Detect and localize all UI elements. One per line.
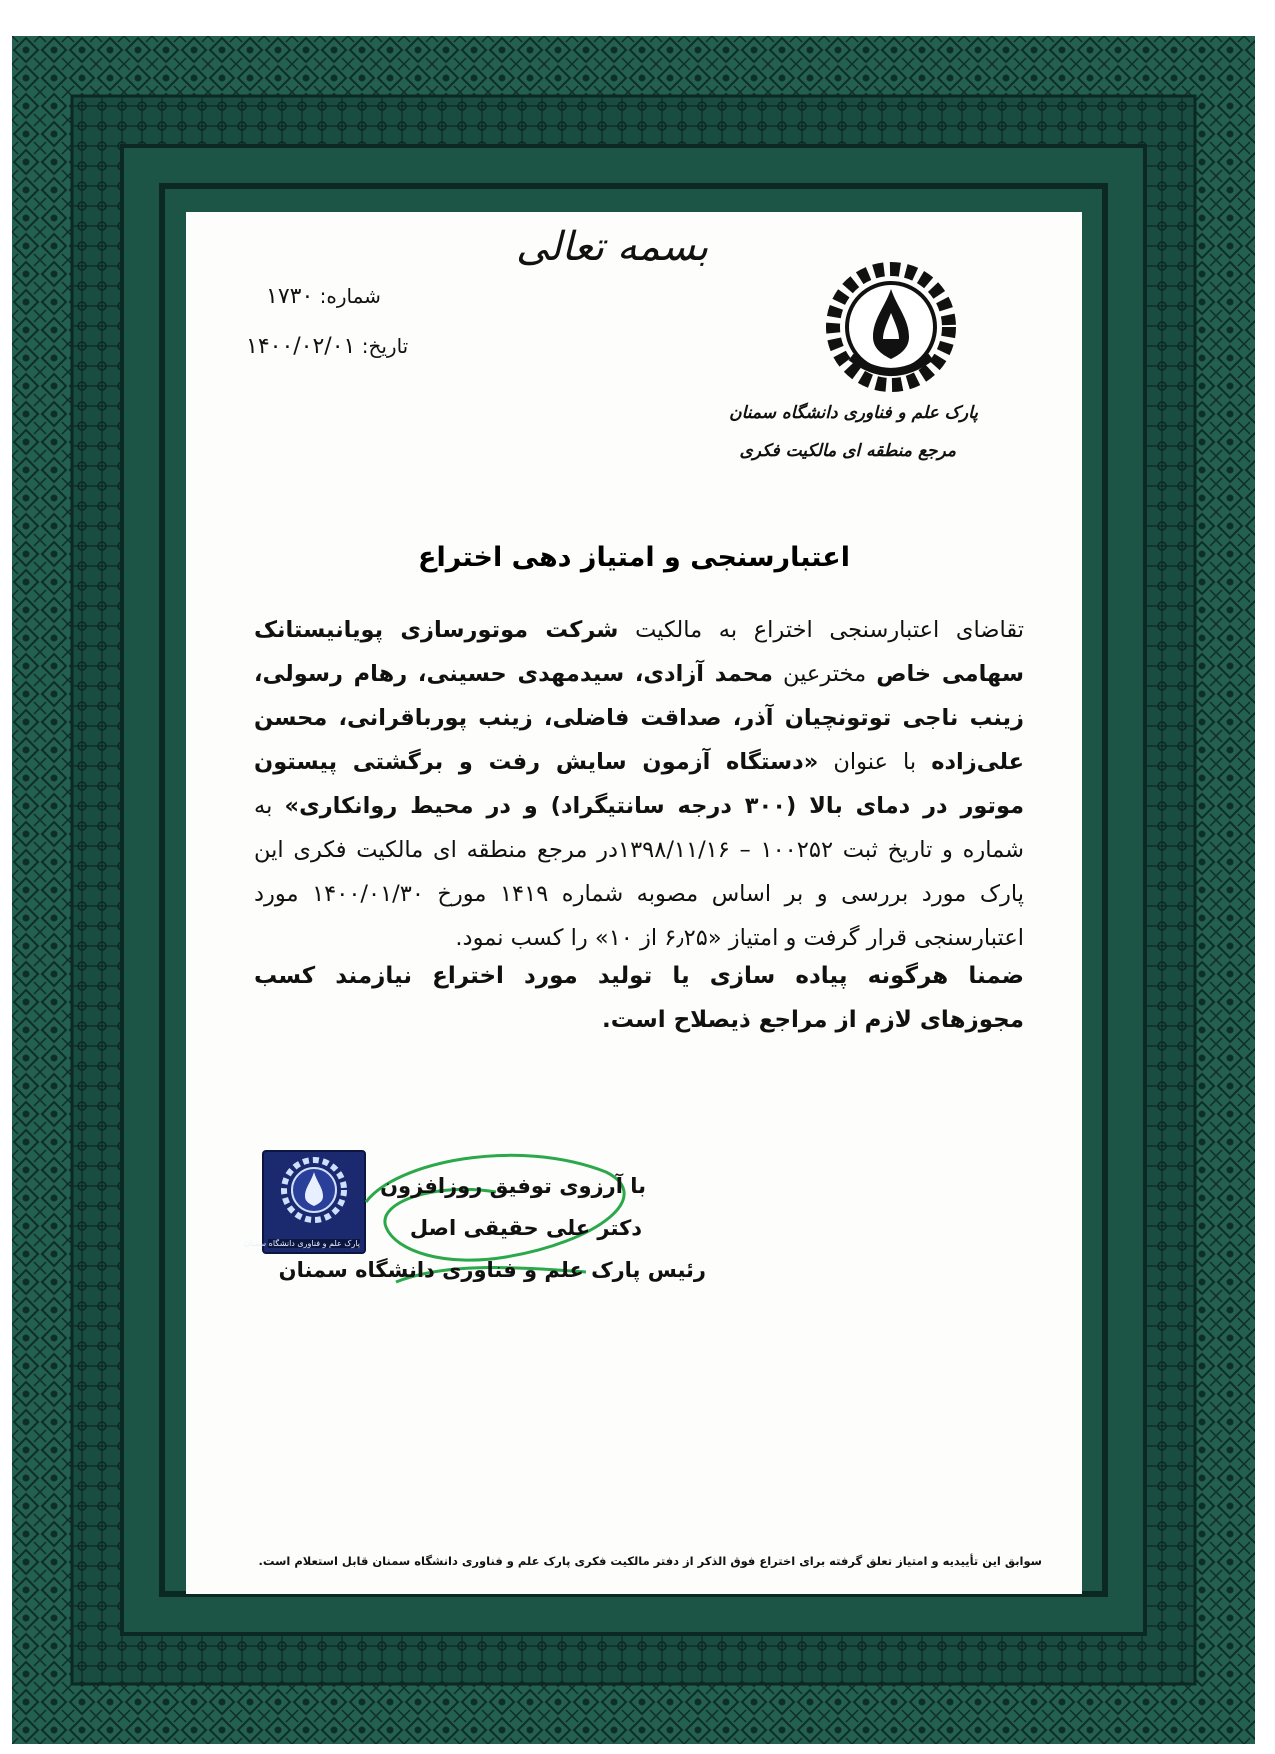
date-label: تاریخ: xyxy=(361,334,409,358)
notice-paragraph: ضمنا هرگونه پیاده سازی یا تولید مورد اختراع نیازمند کسب مجوزهای لازم از مراجع ذیصلاح است. xyxy=(254,963,1024,1033)
hologram-emblem-icon xyxy=(264,1152,364,1230)
hologram-seal xyxy=(244,1150,366,1254)
hologram-caption: پارک علم و فناوری دانشگاه سمنان xyxy=(244,1239,360,1248)
logo-title: پارک علم و فناوری دانشگاه سمنان xyxy=(729,403,978,423)
inventors-list: محمد آزادی، سیدمهدی حسینی، رهام رسولی، زینب ناجی توتونچیان آذر، صداقت فاضلی، زینب پورباقرانی، محسن علی‌زاده xyxy=(254,661,1024,775)
body-text-3: با عنوان xyxy=(818,749,932,775)
body-text-4: به شماره و تاریخ ثبت ۱۰۰۲۵۲ – ۱۳۹۸/۱۱/۱۶در مرجع منطقه ای مالکیت فکری این پارک مورد بررسی و بر اساس مصوبه شماره ۱۴۱۹ مورخ ۱۴۰۰/۰۱/۳۰ مورد اعتبارسنجی قرار گرفت و امتیاز «۶٫۲۵ از ۱۰» را کسب نمود. xyxy=(254,793,1024,951)
certificate-body xyxy=(254,608,1024,960)
body-text-1: تقاضای اعتبارسنجی اختراع به مالکیت xyxy=(618,617,1024,643)
university-logo xyxy=(729,257,986,477)
certificate-paper xyxy=(186,212,1082,1594)
signer-name: دکتر علی حقیقی اصل xyxy=(409,1216,643,1240)
closing-greeting: با آرزوی توفیق روزافزون xyxy=(380,1174,646,1198)
footnote: سوابق این تأییدیه و امتیاز تعلق گرفته برای اختراع فوق الذکر از دفتر مالکیت فکری پارک علم و فناوری دانشگاه سمنان قابل استعلام است. xyxy=(258,1554,1042,1568)
date-row xyxy=(246,334,408,359)
logo-subtitle: مرجع منطقه ای مالکیت فکری xyxy=(739,441,956,461)
body-text-2: مخترعین xyxy=(772,661,877,687)
date-value: ۱۴۰۰/۰۲/۰۱ xyxy=(246,334,356,359)
company-name: شرکت موتورسازی پویانیستانک سهامی خاص xyxy=(254,617,1024,687)
page-title: اعتبارسنجی و امتیاز دهی اختراع xyxy=(418,542,850,573)
basmala: بسمه تعالی xyxy=(516,224,709,270)
signer-title: رئیس پارک علم و فناوری دانشگاه سمنان xyxy=(278,1258,706,1282)
number-label: شماره: xyxy=(319,284,381,308)
invention-title: «دستگاه آزمون سایش رفت و برگشتی پیستون موتور در دمای بالا (۳۰۰ درجه سانتیگراد) و در محیط روانکاری» xyxy=(254,749,1025,819)
number-row xyxy=(266,284,381,309)
number-value: ۱۷۳۰ xyxy=(266,284,314,309)
park-emblem-icon xyxy=(796,257,986,397)
